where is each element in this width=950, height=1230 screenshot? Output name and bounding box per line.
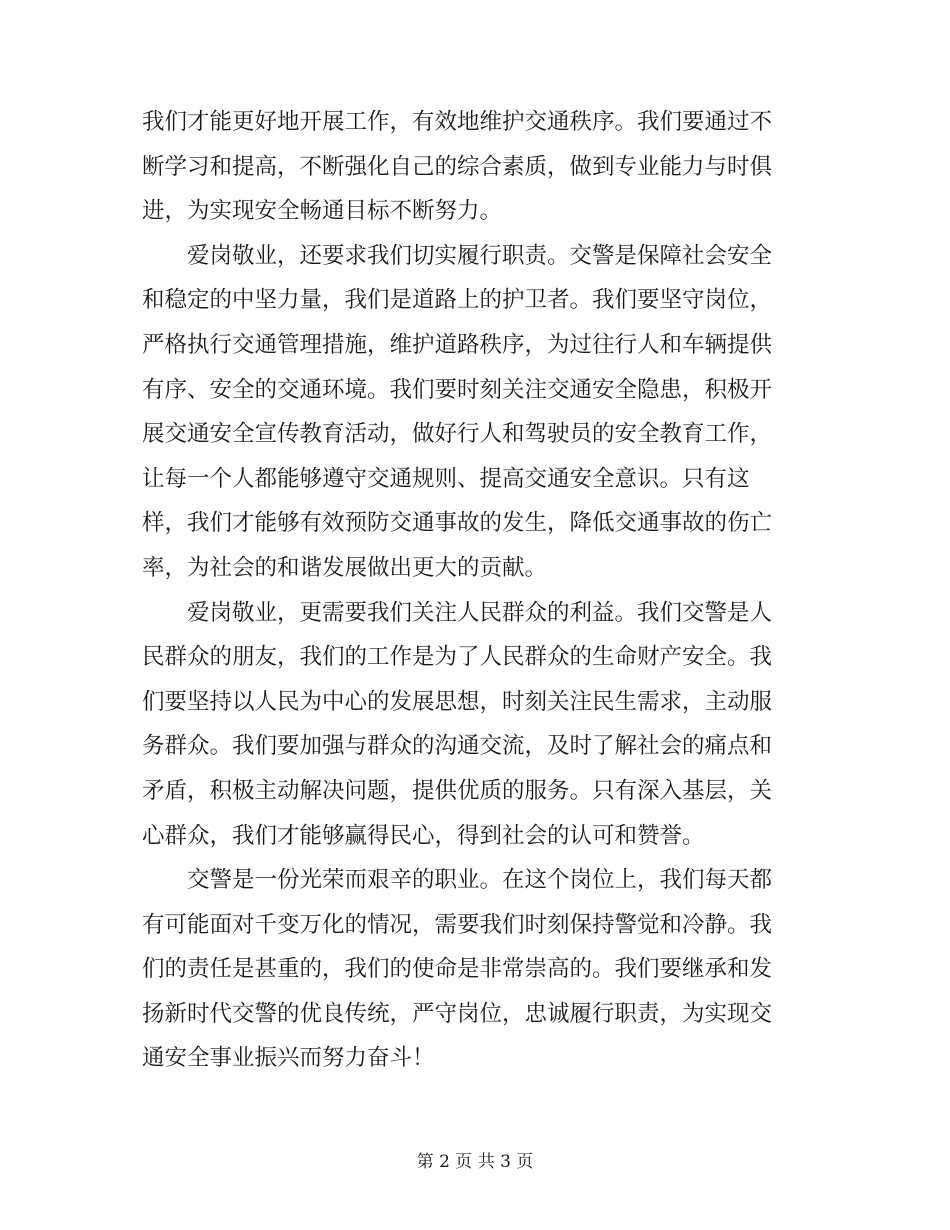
text-line: 展交通安全宣传教育活动，做好行人和驾驶员的安全教育工作，	[142, 421, 773, 448]
text-line: 交警是一份光荣而艰辛的职业。在这个岗位上，我们每天都	[187, 867, 773, 894]
paragraph	[142, 591, 802, 859]
text-line: 率，为社会的和谐发展做出更大的贡献。	[142, 554, 548, 581]
body-text	[142, 100, 802, 1081]
text-line: 进，为实现安全畅通目标不断努力。	[142, 198, 503, 225]
text-line: 断学习和提高，不断强化自己的综合素质，做到专业能力与时俱	[142, 153, 773, 180]
text-line: 们的责任是甚重的，我们的使命是非常崇高的。我们要继承和发	[142, 956, 773, 983]
text-line: 让每一个人都能够遵守交通规则、提高交通安全意识。只有这	[142, 465, 750, 492]
text-line: 扬新时代交警的优良传统，严守岗位，忠诚履行职责，为实现交	[142, 1000, 773, 1027]
text-line: 爱岗敬业，还要求我们切实履行职责。交警是保障社会安全	[187, 242, 773, 269]
paragraph	[142, 234, 802, 591]
text-line: 我们才能更好地开展工作，有效地维护交通秩序。我们要通过不	[142, 109, 773, 135]
text-line: 们要坚持以人民为中心的发展思想，时刻关注民生需求，主动服	[142, 688, 773, 715]
text-line: 爱岗敬业，更需要我们关注人民群众的利益。我们交警是人	[187, 599, 773, 626]
text-line: 矛盾，积极主动解决问题，提供优质的服务。只有深入基层，关	[142, 777, 773, 804]
paragraph	[142, 100, 802, 234]
text-line: 严格执行交通管理措施，维护道路秩序，为过往行人和车辆提供	[142, 331, 773, 358]
page-footer: 第 2 页 共 3 页	[416, 1152, 534, 1172]
text-line: 和稳定的中坚力量，我们是道路上的护卫者。我们要坚守岗位，	[142, 287, 773, 314]
text-line: 民群众的朋友，我们的工作是为了人民群众的生命财产安全。我	[142, 644, 773, 671]
text-line: 有可能面对千变万化的情况，需要我们时刻保持警觉和冷静。我	[142, 911, 773, 938]
text-line: 心群众，我们才能够赢得民心，得到社会的认可和赞誉。	[142, 822, 705, 849]
paragraph	[142, 858, 802, 1081]
text-line: 务群众。我们要加强与群众的沟通交流，及时了解社会的痛点和	[142, 733, 773, 760]
text-line: 样，我们才能够有效预防交通事故的发生，降低交通事故的伤亡	[142, 510, 773, 537]
text-line: 有序、安全的交通环境。我们要时刻关注交通安全隐患，积极开	[142, 376, 773, 403]
text-line: 通安全事业振兴而努力奋斗！	[142, 1045, 435, 1072]
